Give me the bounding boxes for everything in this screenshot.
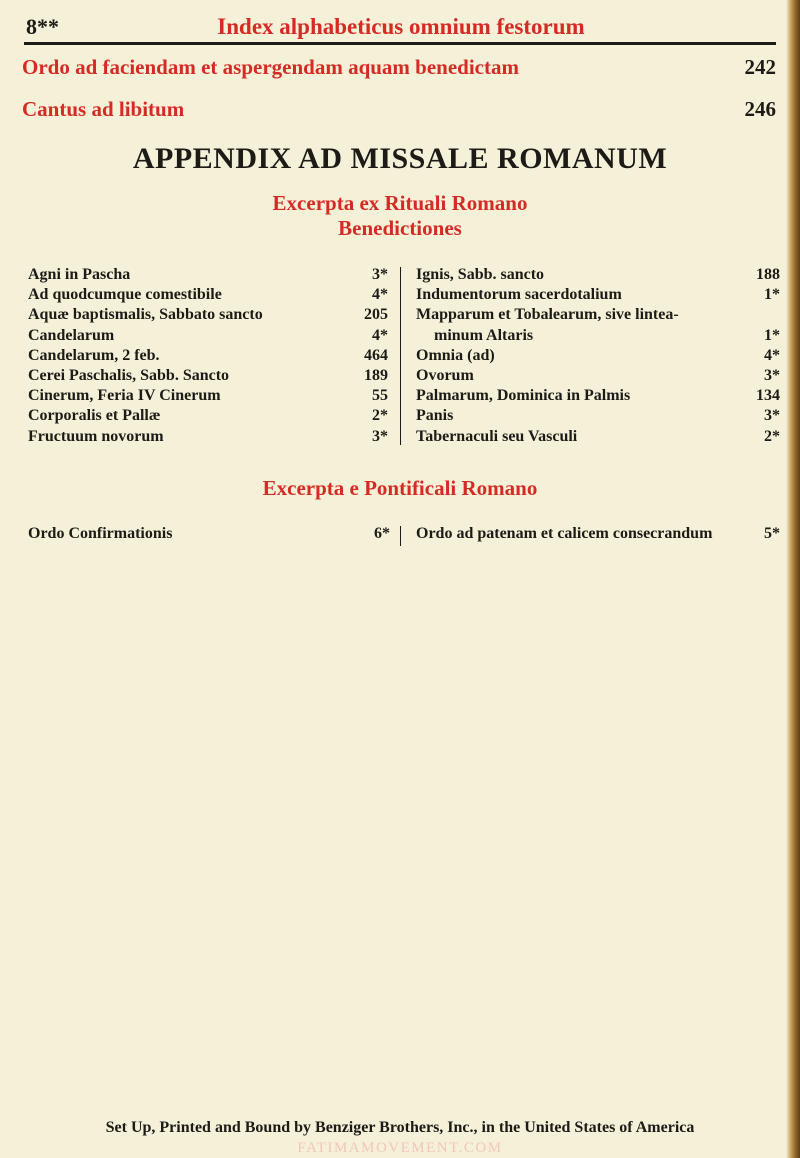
item-page: 205 bbox=[364, 306, 388, 324]
header-title: Index alphabeticus omnium festorum bbox=[217, 14, 585, 39]
item-name: Cerei Paschalis, Sabb. Sancto bbox=[28, 366, 230, 384]
item-page: 55 bbox=[372, 387, 388, 405]
list-item bbox=[28, 265, 388, 285]
item-page: 134 bbox=[756, 387, 780, 405]
list-item bbox=[416, 406, 780, 426]
running-header bbox=[26, 12, 776, 44]
item-page: 1* bbox=[764, 326, 780, 344]
item-name: Ordo ad patenam et calicem consecrandum bbox=[416, 525, 713, 542]
item-name: Ordo Confirmationis bbox=[28, 525, 173, 542]
item-page: 3* bbox=[764, 366, 780, 384]
header-rule bbox=[24, 42, 776, 45]
item-name: Corporalis et Pallæ bbox=[28, 407, 161, 425]
item-name: Indumentorum sacerdotalium bbox=[416, 286, 622, 304]
list-item bbox=[416, 366, 780, 386]
item-page: 3* bbox=[372, 266, 388, 283]
item-name: Omnia (ad) bbox=[416, 346, 495, 364]
item-page: 189 bbox=[364, 366, 388, 384]
item-name: Agni in Pascha bbox=[28, 266, 131, 283]
item-page: 4* bbox=[372, 286, 388, 304]
item-name: Panis bbox=[416, 407, 454, 425]
list-item bbox=[28, 326, 388, 346]
column-divider bbox=[400, 267, 401, 445]
page-number: 8** bbox=[26, 14, 59, 39]
benedictiones-right-column bbox=[416, 265, 780, 447]
entry-page: 246 bbox=[744, 97, 776, 121]
item-name: Fructuum novorum bbox=[28, 427, 164, 445]
list-item bbox=[416, 305, 780, 325]
printer-colophon: Set Up, Printed and Bound by Benziger Brothers, Inc., in the United States of America bbox=[105, 1119, 695, 1136]
entry-label: Ordo ad faciendam et aspergendam aquam benedictam bbox=[22, 55, 519, 79]
item-page: 5* bbox=[764, 525, 780, 542]
list-item bbox=[416, 427, 780, 447]
pontificale-heading: Excerpta e Pontificali Romano bbox=[262, 476, 538, 500]
item-page: 6* bbox=[374, 525, 390, 542]
watermark: FATIMAMOVEMENT.COM bbox=[297, 1140, 503, 1156]
list-item bbox=[28, 386, 388, 406]
list-item bbox=[28, 427, 388, 447]
item-page: 464 bbox=[364, 346, 388, 364]
entry-label: Cantus ad libitum bbox=[22, 97, 185, 121]
list-item bbox=[416, 326, 780, 346]
appendix-subtitle: Excerpta ex Rituali Romano bbox=[272, 191, 528, 215]
item-page: 3* bbox=[764, 407, 780, 425]
list-item bbox=[416, 346, 780, 366]
list-item bbox=[28, 406, 388, 426]
list-item bbox=[416, 285, 780, 305]
list-item bbox=[28, 346, 388, 366]
item-name: Ovorum bbox=[416, 366, 474, 384]
item-name: minum Altaris bbox=[434, 326, 534, 344]
list-item bbox=[28, 366, 388, 386]
item-page: 2* bbox=[764, 427, 780, 445]
item-name: Candelarum, 2 feb. bbox=[28, 346, 160, 364]
item-page: 4* bbox=[372, 326, 388, 344]
item-name: Tabernaculi seu Vasculi bbox=[416, 427, 578, 445]
item-name: Ad quodcumque comestibile bbox=[28, 286, 222, 304]
item-name: Candelarum bbox=[28, 326, 115, 344]
section-heading: Benedictiones bbox=[338, 216, 462, 240]
item-name: Palmarum, Dominica in Palmis bbox=[416, 387, 631, 405]
item-page: 188 bbox=[756, 266, 780, 283]
list-item bbox=[416, 265, 780, 285]
item-page: 4* bbox=[764, 346, 780, 364]
item-name: Cinerum, Feria IV Cinerum bbox=[28, 387, 221, 405]
column-divider bbox=[400, 526, 401, 546]
item-page: 3* bbox=[372, 427, 388, 445]
item-page: 2* bbox=[372, 407, 388, 425]
entry-page: 242 bbox=[744, 55, 776, 79]
item-name: Mapparum et Tobalearum, sive lintea- bbox=[416, 306, 679, 324]
item-name: Ignis, Sabb. sancto bbox=[416, 266, 545, 283]
item-name: Aquæ baptismalis, Sabbato sancto bbox=[28, 306, 263, 324]
list-item bbox=[416, 386, 780, 406]
list-item bbox=[28, 285, 388, 305]
list-item bbox=[28, 305, 388, 325]
item-page: 1* bbox=[764, 286, 780, 304]
appendix-title: APPENDIX AD MISSALE ROMANUM bbox=[132, 142, 668, 175]
benedictiones-left-column bbox=[28, 265, 388, 447]
